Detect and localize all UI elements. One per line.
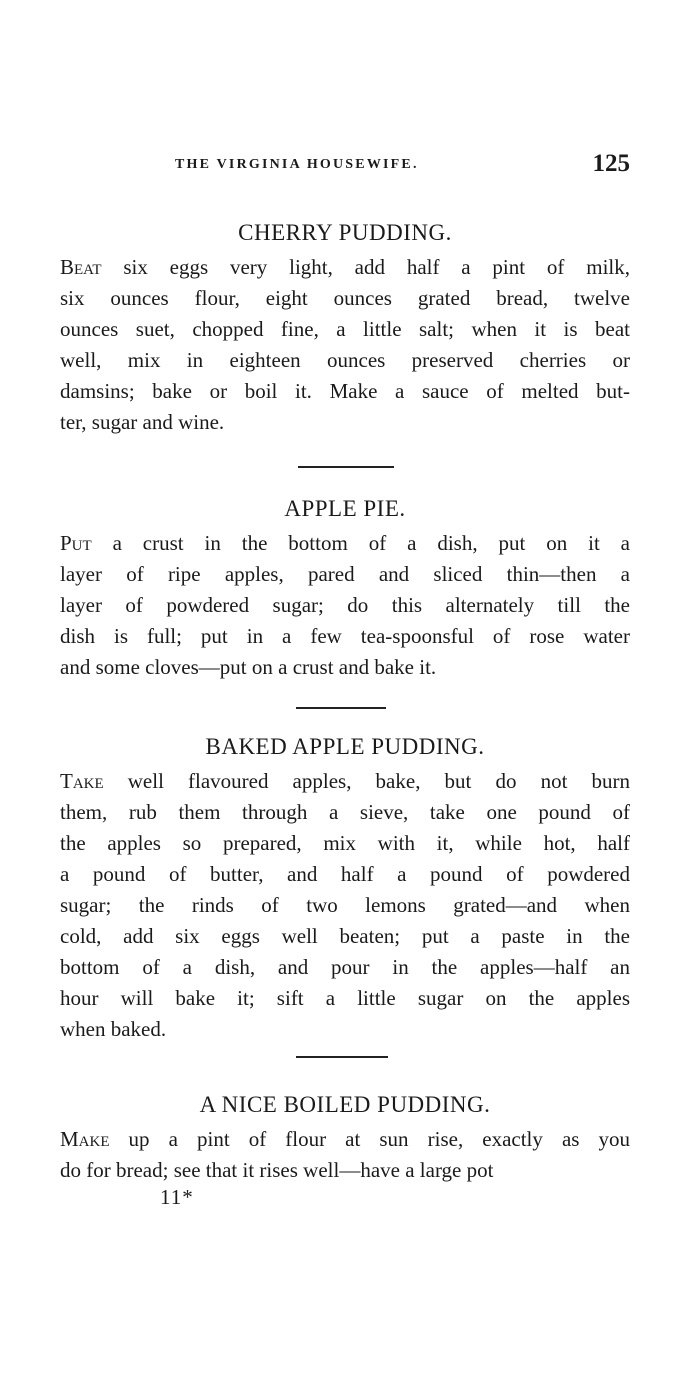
text-line: and some cloves—put on a crust and bake it.: [60, 655, 437, 679]
text-line: layer of powdered sugar; do this alternately till the: [60, 593, 630, 617]
recipe-text: [60, 1124, 630, 1186]
recipe-title: APPLE PIE.: [284, 496, 406, 521]
text-line: bottom of a dish, and pour in the apples—half an: [60, 955, 630, 979]
text-line: them, rub them through a sieve, take one pound of: [60, 800, 630, 824]
section-divider: [296, 1056, 388, 1058]
recipe-title: A NICE BOILED PUDDING.: [199, 1092, 491, 1117]
lead-word: Take: [60, 769, 104, 793]
signature-mark: 11*: [160, 1185, 194, 1209]
text-line: do for bread; see that it rises well—have a large pot: [60, 1158, 494, 1182]
text-line: a pound of butter, and half a pound of powdered: [60, 862, 630, 886]
page-header: [60, 150, 630, 190]
lead-word: Beat: [60, 255, 102, 279]
text-line: layer of ripe apples, pared and sliced thin—then a: [60, 562, 630, 586]
text-line: when baked.: [60, 1017, 167, 1041]
text-line: cold, add six eggs well beaten; put a paste in the: [60, 924, 630, 948]
text-line: dish is full; put in a few tea-spoonsful of rose water: [60, 624, 630, 648]
page-number: 125: [592, 150, 630, 177]
text-line: well, mix in eighteen ounces preserved cherries or: [60, 348, 630, 372]
recipe-title: BAKED APPLE PUDDING.: [205, 734, 485, 759]
lead-word: Put: [60, 531, 92, 555]
text-line: Take well flavoured apples, bake, but do not burn: [60, 769, 630, 793]
text-line: hour will bake it; sift a little sugar on the apples: [60, 986, 630, 1010]
lead-word: Make: [60, 1127, 110, 1151]
text-line: ounces suet, chopped fine, a little salt; when it is beat: [60, 317, 630, 341]
text-line: the apples so prepared, mix with it, while hot, half: [60, 831, 630, 855]
text-line: Make up a pint of flour at sun rise, exactly as you: [60, 1127, 630, 1151]
recipe-text: [60, 766, 630, 1045]
running-head: THE VIRGINIA HOUSEWIFE.: [175, 157, 419, 172]
text-line: Put a crust in the bottom of a dish, put on it a: [60, 531, 630, 555]
recipe-text: [60, 252, 630, 438]
recipe-text: [60, 528, 630, 683]
section-divider: [296, 707, 386, 709]
section-divider: [298, 466, 394, 468]
text-line: ter, sugar and wine.: [60, 410, 225, 434]
text-line: six ounces flour, eight ounces grated bread, twelve: [60, 286, 630, 310]
text-line: Beat six eggs very light, add half a pint of milk,: [60, 255, 630, 279]
text-line: sugar; the rinds of two lemons grated—and when: [60, 893, 630, 917]
text-line: damsins; bake or boil it. Make a sauce of melted but-: [60, 379, 630, 403]
recipe-title: CHERRY PUDDING.: [238, 220, 452, 245]
